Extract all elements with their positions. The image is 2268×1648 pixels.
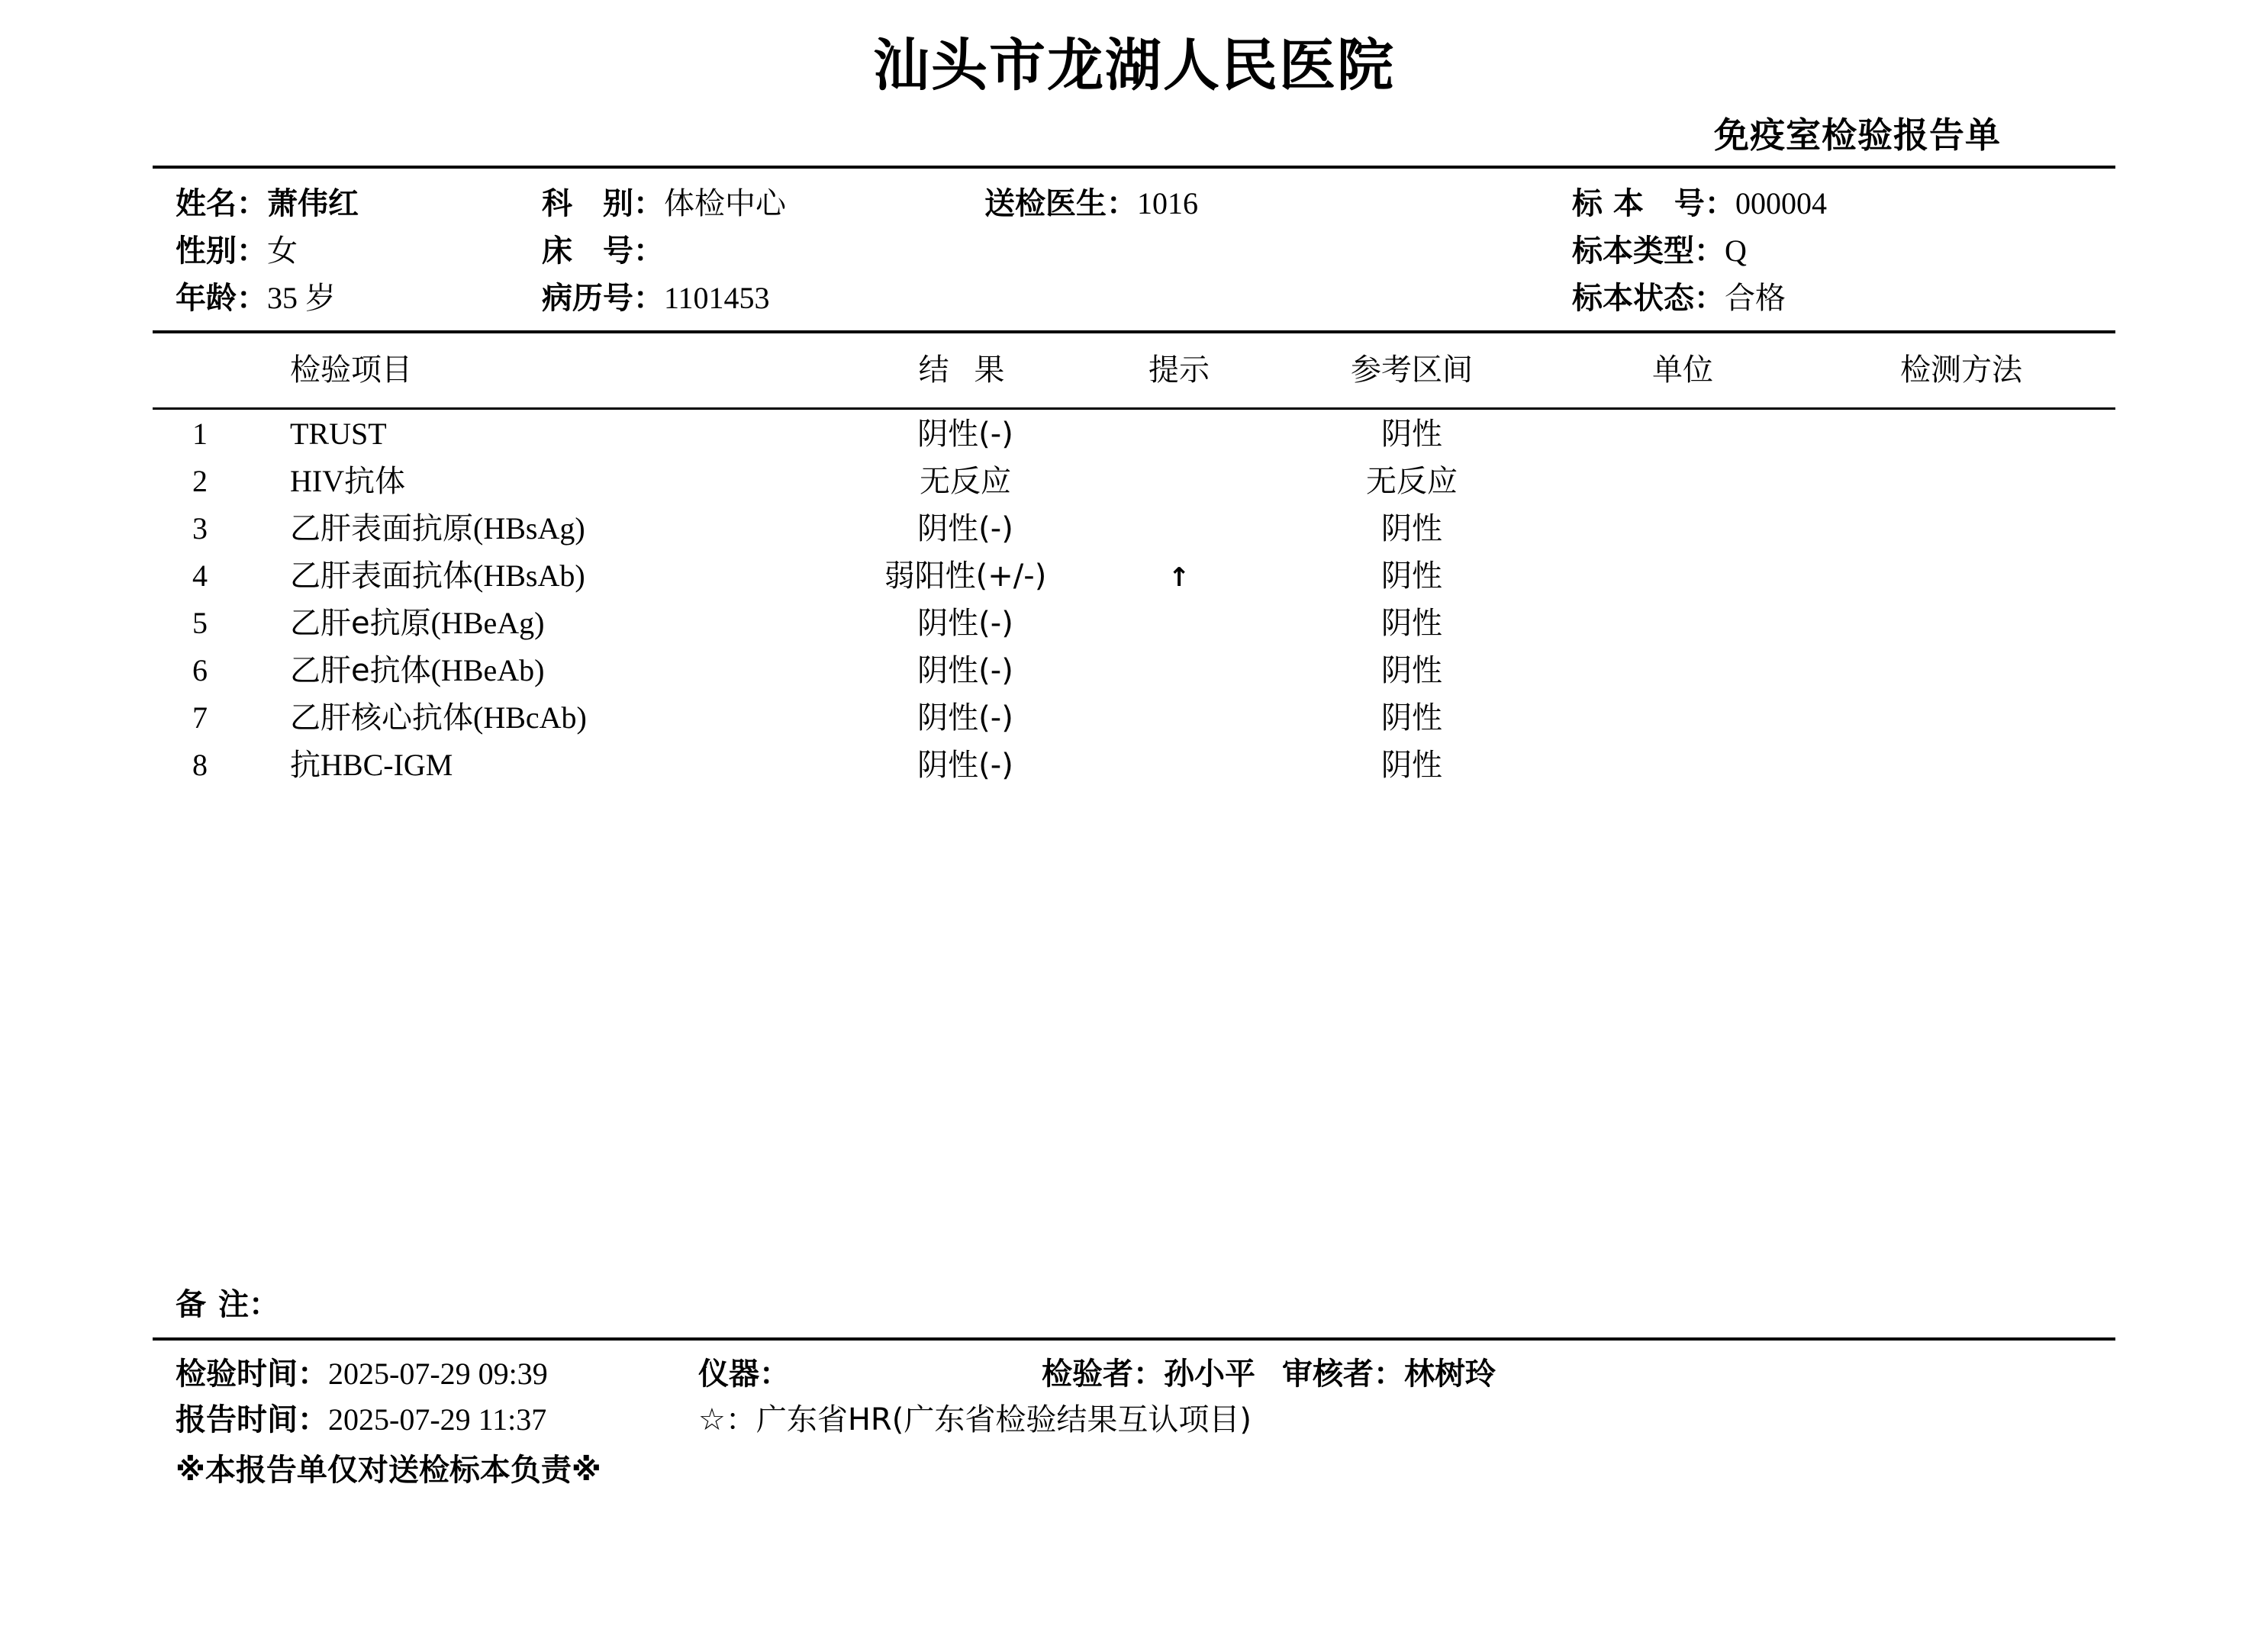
row-result: 无反应 — [920, 464, 1011, 500]
specimen-state-label: 标本状态： — [1572, 281, 1725, 317]
row-result: 阴性(-) — [917, 417, 1013, 452]
patient-info-row-3 — [153, 275, 2115, 323]
row-index: 4 — [192, 558, 208, 594]
row-item-name-latin: HIV抗体 — [290, 464, 406, 499]
row-item-name — [229, 694, 839, 737]
gender-label: 性别： — [176, 233, 267, 269]
row-item-name-latin: TRUST — [290, 417, 387, 452]
row-item-name-latin: (HBeAb) — [430, 653, 545, 688]
row-item-name — [229, 599, 839, 642]
footer-line-2 — [153, 1395, 2115, 1441]
row-result: 阴性(-) — [917, 653, 1013, 689]
row-item-name-cn: 乙肝表面抗体 — [290, 558, 473, 594]
table-row — [153, 599, 2115, 646]
table-header-row — [153, 338, 2115, 400]
row-item-name-cn: 乙肝e抗体 — [290, 653, 431, 689]
row-result: 阴性(-) — [917, 748, 1013, 784]
divider-above-table — [153, 330, 2115, 333]
hr-note: ☆：广东省HR(广东省检验结果互认项目) — [698, 1402, 1252, 1437]
col-header-flag: 提示 — [1148, 352, 1210, 388]
specimen-no-value: 000004 — [1735, 186, 1827, 221]
row-index: 2 — [192, 464, 208, 499]
record-value: 1101453 — [664, 281, 770, 316]
report-footer — [153, 1280, 2115, 1489]
doctor-value: 1016 — [1137, 186, 1198, 221]
row-index: 6 — [192, 653, 208, 688]
instrument-label: 仪器： — [698, 1357, 790, 1392]
patient-info-row-1 — [153, 181, 2115, 228]
row-item-name — [229, 741, 839, 784]
row-item-name — [229, 552, 839, 595]
row-item-name-latin: (HBsAg) — [473, 511, 585, 546]
age-value: 35 岁 — [267, 281, 336, 316]
col-header-method: 检测方法 — [1900, 352, 2022, 388]
row-reference-range: 阴性 — [1381, 748, 1442, 784]
col-header-result: 结 果 — [918, 352, 1013, 388]
row-item-name-cn: 抗 — [290, 748, 321, 784]
record-label: 病历号： — [542, 281, 664, 317]
table-row — [153, 504, 2115, 552]
report-title-row — [153, 108, 2115, 158]
row-item-name — [229, 416, 839, 452]
row-index: 7 — [192, 700, 208, 735]
test-time-value: 2025-07-29 09:39 — [328, 1357, 548, 1391]
tester-value: 孙小平 — [1164, 1357, 1255, 1392]
row-reference-range: 阴性 — [1381, 417, 1442, 452]
test-time-label: 检验时间： — [176, 1357, 328, 1392]
row-result: 弱阳性(+/-) — [884, 558, 1047, 594]
gender-value: 女 — [267, 233, 298, 269]
row-item-name-latin: (HBsAb) — [473, 558, 585, 594]
row-reference-range: 阴性 — [1381, 653, 1442, 689]
row-item-name — [229, 646, 839, 690]
row-reference-range: 阴性 — [1381, 558, 1442, 594]
dept-label: 科 别： — [542, 186, 664, 222]
divider-top — [153, 166, 2115, 169]
age-label: 年龄： — [176, 281, 267, 317]
report-time-label: 报告时间： — [176, 1402, 328, 1437]
bed-label: 床 号： — [542, 233, 664, 269]
row-item-name-cn: 乙肝e抗原 — [290, 606, 431, 642]
doctor-label: 送检医生： — [984, 186, 1137, 222]
report-title: 免疫室检验报告单 — [1714, 114, 2001, 156]
row-index: 1 — [192, 417, 208, 452]
col-header-unit: 单位 — [1652, 352, 1713, 388]
remark-label-b: 注： — [218, 1287, 279, 1322]
col-header-item: 检验项目 — [290, 352, 412, 388]
row-index: 5 — [192, 606, 208, 641]
dept-value: 体检中心 — [664, 186, 786, 222]
auditor-value: 林树玲 — [1404, 1357, 1496, 1392]
row-item-name-latin: HBC-IGM — [321, 748, 453, 783]
remark-row — [153, 1280, 2115, 1330]
row-result: 阴性(-) — [917, 511, 1013, 547]
table-row — [153, 552, 2115, 599]
patient-info-row-2 — [153, 228, 2115, 275]
name-value: 萧伟红 — [267, 186, 359, 222]
row-index: 8 — [192, 748, 208, 783]
row-item-name-cn: 乙肝表面抗原 — [290, 511, 473, 547]
row-reference-range: 阴性 — [1381, 700, 1442, 736]
row-item-name-cn: 乙肝核心抗体 — [290, 700, 473, 736]
table-row — [153, 741, 2115, 788]
tester-label: 检验者： — [1042, 1357, 1164, 1392]
table-row — [153, 410, 2115, 457]
specimen-type-label: 标本类型： — [1572, 233, 1725, 269]
col-header-reference: 参考区间 — [1351, 352, 1473, 388]
table-row — [153, 646, 2115, 694]
specimen-state-value: 合格 — [1725, 281, 1786, 317]
row-item-name — [229, 504, 839, 548]
auditor-label: 审核者： — [1282, 1357, 1404, 1392]
specimen-type-value: Q — [1725, 233, 1747, 269]
results-table — [153, 338, 2115, 788]
specimen-no-label: 标 本 号： — [1572, 186, 1735, 222]
row-item-name — [229, 457, 839, 501]
row-result: 阴性(-) — [917, 606, 1013, 642]
row-result: 阴性(-) — [917, 700, 1013, 736]
remark-label-a: 备 — [176, 1287, 218, 1322]
hospital-name: 汕头市龙湖人民医院 — [873, 33, 1395, 98]
row-reference-range: 无反应 — [1366, 464, 1458, 500]
report-notice: ※本报告单仅对送检标本负责※ — [176, 1453, 601, 1488]
patient-info — [153, 181, 2115, 323]
row-reference-range: 阴性 — [1381, 511, 1442, 547]
row-reference-range: 阴性 — [1381, 606, 1442, 642]
name-label: 姓名： — [176, 186, 267, 222]
row-index: 3 — [192, 511, 208, 546]
row-item-name-latin: (HBcAb) — [473, 700, 587, 735]
row-flag-indicator: ↑ — [1168, 562, 1190, 594]
table-row — [153, 457, 2115, 504]
row-item-name-latin: (HBeAg) — [430, 606, 545, 641]
table-row — [153, 694, 2115, 741]
footer-line-1 — [153, 1341, 2115, 1395]
table-body — [153, 410, 2115, 788]
report-time-value: 2025-07-29 11:37 — [328, 1402, 547, 1437]
